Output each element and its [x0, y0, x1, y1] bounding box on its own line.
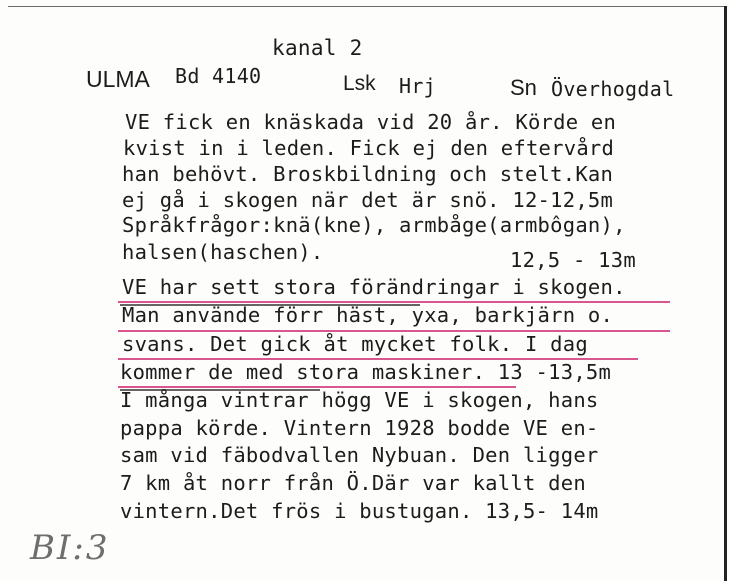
handwritten-note: BI:3 — [30, 528, 110, 568]
kanal-label: kanal 2 — [272, 36, 363, 60]
body-line-4: ej gå i skogen när det är snö. 12-12,5m — [122, 188, 614, 212]
body-line-9: svans. Det gick åt mycket folk. I dag — [122, 332, 588, 356]
socken-value: Överhogdal — [551, 77, 675, 101]
body-line-2: kvist in i leden. Fick ej den eftervård — [123, 136, 615, 160]
body-line-5: Språkfrågor:knä(kne), armbåge(armbôgan), — [122, 213, 626, 237]
body-line-12: pappa körde. Vintern 1928 bodde VE en- — [120, 416, 599, 440]
body-line-11: I många vintrar högg VE i skogen, hans — [120, 388, 599, 412]
body-line-15: vintern.Det frös i bustugan. 13,5- 14m — [120, 499, 599, 523]
landskap-label: Lsk — [343, 72, 376, 95]
body-line-3: han behövt. Broskbildning och stelt.Kan — [122, 162, 614, 186]
time-mark-line-6: 12,5 - 13m — [510, 248, 636, 272]
landskap-value: Hrj — [399, 74, 437, 98]
body-line-10: kommer de med stora maskiner. 13 -13,5m — [120, 360, 612, 384]
card-top-edge — [8, 6, 724, 7]
body-line-6: halsen(haschen). — [122, 240, 324, 264]
socken-label: Sn — [510, 75, 537, 100]
body-line-13: sam vid fäbodvallen Nybuan. Den ligger — [120, 443, 599, 467]
volume-number: Bd 4140 — [175, 64, 262, 88]
body-line-14: 7 km åt norr från Ö.Där var kallt den — [120, 471, 586, 495]
body-line-1: VE fick en knäskada vid 20 år. Körde en — [125, 110, 617, 134]
body-line-8: Man använde förr häst, yxa, barkjärn o. — [122, 303, 614, 327]
place-code: ULMA — [86, 66, 150, 92]
card-right-edge — [724, 6, 727, 581]
body-line-7: VE har sett stora förändringar i skogen. — [122, 275, 626, 299]
